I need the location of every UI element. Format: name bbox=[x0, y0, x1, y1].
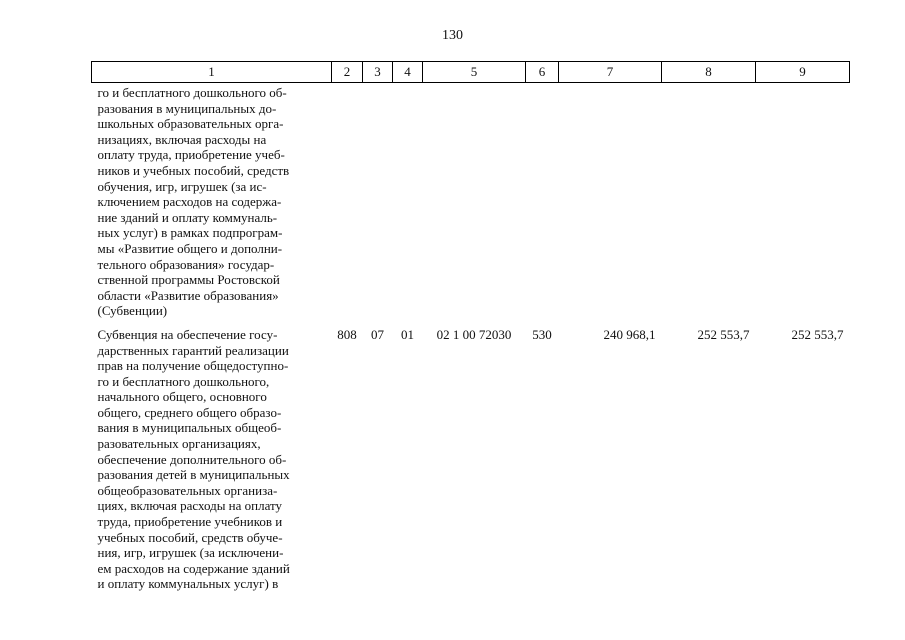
cell-subsection: 01 bbox=[401, 326, 414, 342]
row-description-text bbox=[98, 85, 326, 319]
header-row bbox=[92, 62, 850, 83]
description-line: обучения, игр, игрушек (за ис- bbox=[97, 178, 267, 194]
description-line: ственной программы Ростовской bbox=[97, 272, 280, 288]
cell-amount-year1 bbox=[559, 83, 662, 319]
column-header-3: 3 bbox=[363, 62, 393, 83]
description-line: Субвенция на обеспечение госу- bbox=[97, 326, 278, 342]
description-line: школьных образовательных орга- bbox=[97, 116, 284, 132]
description-line: ния, игр, игрушек (за исключени- bbox=[97, 545, 284, 561]
description-line: (Субвенции) bbox=[97, 303, 168, 319]
row-description bbox=[92, 319, 332, 592]
description-line: разовательных организациях, bbox=[97, 436, 261, 452]
cell-target-article bbox=[423, 83, 526, 319]
description-line: мы «Развитие общего и дополни- bbox=[97, 240, 283, 256]
description-line: ников и учебных пособий, средств bbox=[97, 162, 290, 178]
cell-section bbox=[363, 83, 393, 319]
description-line: го и бесплатного дошкольного, bbox=[97, 373, 270, 389]
description-line: ем расходов на содержание зданий bbox=[97, 560, 290, 576]
description-line: ключением расходов на содержа- bbox=[97, 194, 282, 210]
row-description bbox=[92, 83, 332, 319]
cell-amount-year1: 240 968,1 bbox=[603, 326, 656, 342]
column-header-9: 9 bbox=[756, 62, 850, 83]
description-line: разования в муниципальных до- bbox=[97, 100, 277, 116]
cell-amount-year2: 252 553,7 bbox=[697, 326, 750, 342]
table-row bbox=[92, 83, 850, 319]
description-line: общего, среднего общего образо- bbox=[97, 404, 282, 420]
cell-subsection bbox=[393, 83, 423, 319]
description-line: тельного образования» государ- bbox=[97, 256, 275, 272]
description-line: дарственных гарантий реализации bbox=[97, 342, 289, 358]
budget-table bbox=[91, 61, 850, 592]
description-line: области «Развитие образования» bbox=[97, 287, 279, 303]
column-header-7: 7 bbox=[559, 62, 662, 83]
description-line: оплату труда, приобретение учеб- bbox=[97, 147, 285, 163]
column-header-6: 6 bbox=[526, 62, 559, 83]
cell-amount-year3 bbox=[756, 83, 850, 319]
description-line: циях, включая расходы на оплату bbox=[97, 498, 283, 514]
cell-section: 07 bbox=[371, 326, 384, 342]
column-header-1: 1 bbox=[92, 62, 332, 83]
cell-target-article: 02 1 00 72030 bbox=[436, 326, 512, 342]
description-line: обеспечение дополнительного об- bbox=[97, 451, 287, 467]
cell-amount-year3: 252 553,7 bbox=[791, 326, 844, 342]
description-line: труда, приобретение учебников и bbox=[97, 514, 283, 530]
description-line: учебных пособий, средств обуче- bbox=[97, 529, 283, 545]
description-line: общеобразовательных организа- bbox=[97, 482, 278, 498]
column-header-2: 2 bbox=[332, 62, 363, 83]
cell-ministry bbox=[332, 83, 363, 319]
cell-ministry: 808 bbox=[337, 326, 357, 342]
description-line: го и бесплатного дошкольного об- bbox=[97, 85, 287, 100]
description-line: ние зданий и оплату коммуналь- bbox=[97, 209, 278, 225]
table-row bbox=[92, 319, 850, 592]
description-line: низациях, включая расходы на bbox=[97, 131, 267, 147]
description-line: ных услуг) в рамках подпрограм- bbox=[97, 225, 283, 241]
column-header-8: 8 bbox=[662, 62, 756, 83]
description-line: прав на получение общедоступно- bbox=[97, 358, 289, 374]
description-line: разования детей в муниципальных bbox=[97, 467, 290, 483]
cell-amount-year2 bbox=[662, 83, 756, 319]
description-line: и оплату коммунальных услуг) в bbox=[97, 576, 279, 592]
cell-expense-type: 530 bbox=[532, 326, 552, 342]
column-header-4: 4 bbox=[393, 62, 423, 83]
description-line: начального общего, основного bbox=[97, 389, 267, 405]
row-description-text bbox=[98, 327, 326, 592]
page-number: 130 bbox=[442, 28, 463, 43]
cell-expense-type bbox=[526, 83, 559, 319]
description-line: вания в муниципальных общеоб- bbox=[97, 420, 282, 436]
column-header-5: 5 bbox=[423, 62, 526, 83]
